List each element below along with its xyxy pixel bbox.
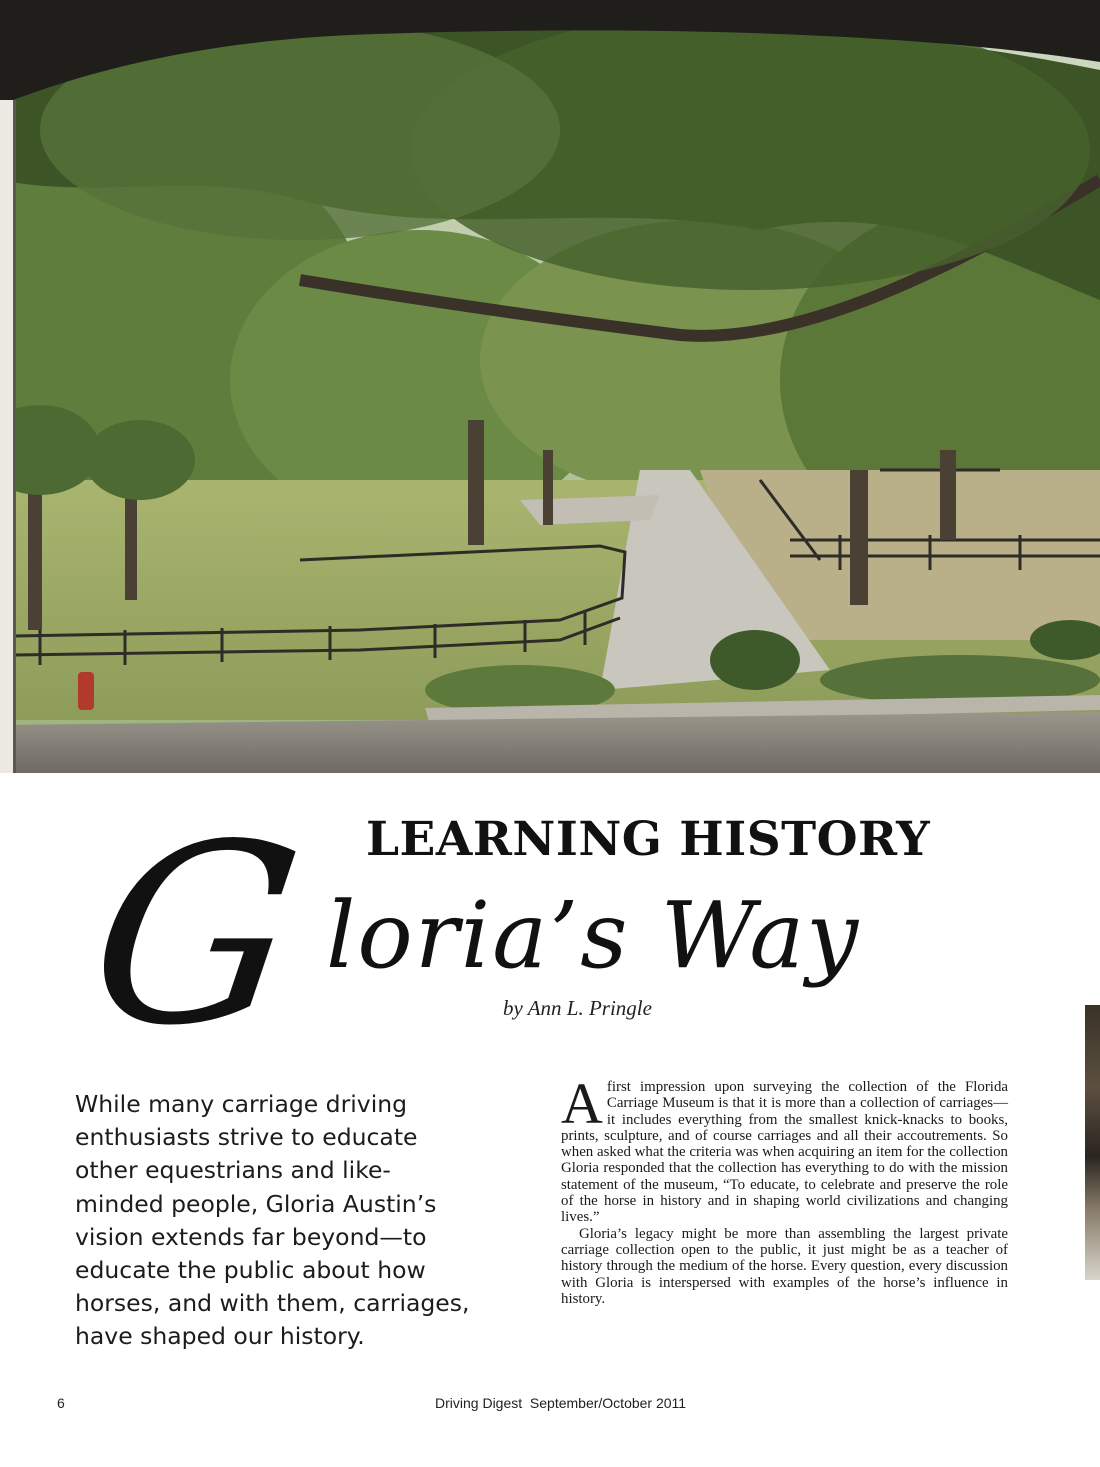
drop-cap: A xyxy=(561,1071,603,1136)
article-paragraph-2: Gloria’s legacy might be more than assembling the largest private carriage collection open to the public, it just might be as a teacher of history through the medium of the horse. Every question, every discussion with Gloria is interspersed with examples of the horse’s influence in history. xyxy=(561,1225,1008,1307)
folio: Driving Digest September/October 2011 xyxy=(435,1395,687,1411)
article-paragraph-1 xyxy=(561,1071,1008,1226)
adjacent-photo-edge xyxy=(1085,1005,1100,1280)
headline-kicker: LEARNING HISTORY xyxy=(366,812,931,867)
article-body xyxy=(561,1071,1008,1307)
page-number: 6 xyxy=(57,1395,65,1411)
article-deck: While many carriage driving enthusiasts strive to educate other equestrians and like-minded people, Gloria Austin’s vision extends far beyond—to educate the public about how horses, and with them, carriages, have shaped our history. xyxy=(75,1090,470,1351)
byline: by Ann L. Pringle xyxy=(503,996,652,1020)
headline-title-rest: loria’s Way xyxy=(326,882,861,989)
headline-title-initial: G xyxy=(75,792,315,1080)
article-paragraph-1-text: first impression upon surveying the collection of the Florida Carriage Museum is that it is more than a collection of carriages—it includes everything from the smallest knick-knacks to books, prints, sculpture, and of course carriages and all their accoutrements. So when asked what the criteria was when acquiring an item for the collection Gloria responded that the collection has everything to do with the mission statement of the museum, “To educate, to celebrate and preserve the role of the horse in history and in shaping world civilizations and changing lives.” xyxy=(561,1079,1008,1226)
